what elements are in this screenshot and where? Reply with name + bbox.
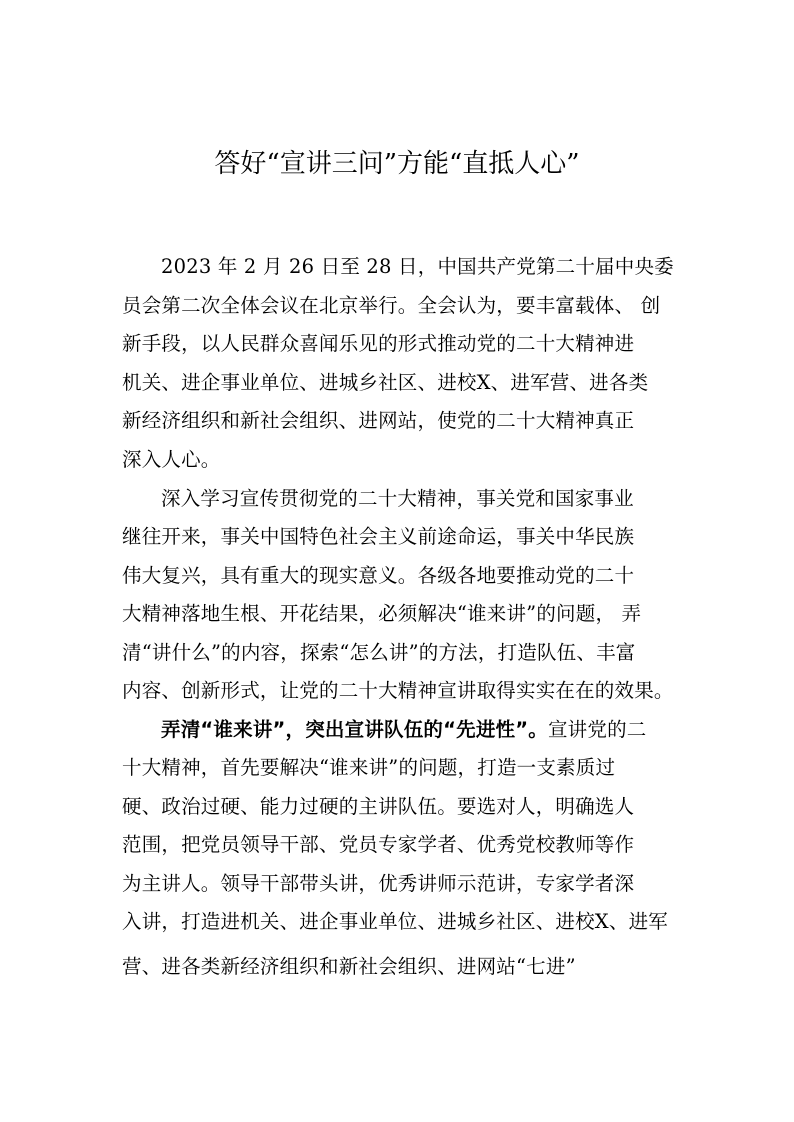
paragraph-2-line-4: 大精神落地生根、开花结果，必须解决“谁来讲”的问题， 弄 bbox=[122, 602, 642, 625]
paragraph-3-line-1 bbox=[161, 715, 646, 745]
paragraph-2-line-2: 继往开来，事关中国特色社会主义前途命运，事关中华民族 bbox=[122, 525, 635, 548]
document-title: 答好“宣讲三问”方能“直抵人心” bbox=[214, 149, 580, 179]
section-heading-rest: 宣讲党的二 bbox=[547, 718, 647, 741]
paragraph-1-line-4: 机关、进企事业单位、进城乡社区、进校X、进军营、进各类 bbox=[122, 371, 649, 394]
paragraph-1-line-5: 新经济组织和新社会组织、进网站，使党的二十大精神真正 bbox=[122, 409, 635, 432]
paragraph-3-line-4: 范围，把党员领导干部、党员专家学者、优秀党校教师等作 bbox=[122, 833, 635, 856]
paragraph-2-line-3: 伟大复兴，具有重大的现实意义。各级各地要推动党的二十 bbox=[122, 564, 635, 587]
paragraph-2-line-6: 内容、创新形式，让党的二十大精神宣讲取得实实在在的效果。 bbox=[122, 679, 674, 702]
paragraph-1-line-1: 2023 年 2 月 26 日至 28 日，中国共产党第二十届中央委 bbox=[161, 255, 674, 278]
paragraph-1-line-6: 深入人心。 bbox=[122, 448, 221, 471]
paragraph-1-line-2: 员会第二次全体会议在北京举行。全会认为，要丰富载体、 创 bbox=[122, 294, 661, 317]
paragraph-3-line-7: 营、进各类新经济组织和新社会组织、进网站“七进” bbox=[122, 955, 576, 978]
paragraph-3-line-6: 入讲，打造进机关、进企事业单位、进城乡社区、进校X、进军 bbox=[122, 910, 668, 933]
paragraph-2-line-5: 清“讲什么”的内容，探索“怎么讲”的方法，打造队伍、丰富 bbox=[122, 641, 636, 664]
paragraph-3-line-5: 为主讲人。领导干部带头讲，优秀讲师示范讲，专家学者深 bbox=[122, 872, 635, 895]
paragraph-3-line-2: 十大精神，首先要解决“谁来讲”的问题，打造一支素质过 bbox=[122, 756, 616, 779]
paragraph-3-line-3: 硬、政治过硬、能力过硬的主讲队伍。要选对人，明确选人 bbox=[122, 795, 635, 818]
paragraph-2-line-1: 深入学习宣传贯彻党的二十大精神，事关党和国家事业 bbox=[161, 487, 634, 510]
section-heading: 弄清“谁来讲”，突出宣讲队伍的“先进性”。 bbox=[161, 718, 548, 741]
paragraph-1-line-3: 新手段，以人民群众喜闻乐见的形式推动党的二十大精神进 bbox=[122, 332, 635, 355]
